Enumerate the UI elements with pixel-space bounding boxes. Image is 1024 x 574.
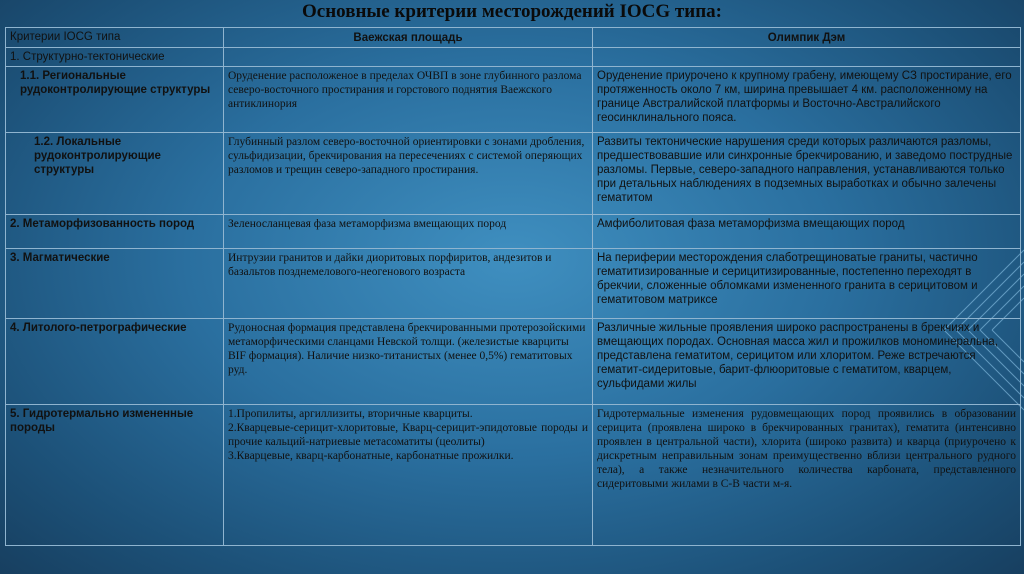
header-vaezh: Ваежская площадь: [224, 28, 593, 48]
table-row: [6, 319, 1021, 405]
criterion-magmatic: 3. Магматические: [6, 249, 224, 319]
list-item: 2.Кварцевые-серицит-хлоритовые, Кварц-серицит-эпидотовые породы и прочие кальций-натриевые метасоматиты (цеолиты): [228, 422, 588, 448]
header-criteria: Критерии IOCG типа: [6, 28, 224, 48]
table-row: [6, 405, 1021, 546]
olympic-litho: Различные жильные проявления широко распространены в брекчиях и вмещающих породах. Основная масса жил и прожилков мономинеральна, представлена гематитом, серицитом или хлоритом. Реже встречаются гематит-сидеритовые, барит-флюоритовые с гематитом, кварцем, сульфидами жилы: [593, 319, 1021, 405]
vaezh-local: Глубинный разлом северо-восточной ориентировки с зонами дробления, сульфидизации, брекчирования на пересечениях с системой оперяющих разломов и трещин северо-западного простирания.: [224, 133, 593, 215]
list-item: 1.Пропилиты, аргиллизиты, вторичные кварциты.: [228, 408, 473, 420]
list-item: 3.Кварцевые, кварц-карбонатные, карбонатные прожилки.: [228, 450, 514, 462]
section-structural-label: 1. Структурно-тектонические: [6, 48, 224, 67]
criterion-litho: 4. Литолого-петрографические: [6, 319, 224, 405]
table-header-row: [6, 28, 1021, 48]
olympic-hydro: Гидротермальные изменения рудовмещающих пород проявились в образовании серицита (проявлена широко в брекчированных гранитах), гематита (интенсивно проявлен в центральной части), хлорита (широко развита) и кварца (приурочено к дискретным неправильным зонам преимущественно вблизи центрального рудного тела), а также незначительного количества карбоната, представленного сидеритовыми жилами в С-В части м-я.: [593, 405, 1021, 546]
olympic-magmatic: На периферии месторождения слаботрещиноватые граниты, частично гематитизированные и серицитизированные, постепенно переходят в брекчии, сложенные обломками измененного гранита в серицитовом и гематитовом матриксе: [593, 249, 1021, 319]
olympic-metamorph: Амфиболитовая фаза метаморфизма вмещающих пород: [593, 215, 1021, 249]
olympic-regional: Оруденение приурочено к крупному грабену, имеющему СЗ простирание, его протяженность около 7 км, ширина превышает 4 км. расположенному на границе Австралийской платформы и Восточно-Австралийского геосинклинального пояса.: [593, 67, 1021, 133]
criterion-regional: 1.1. Региональные рудоконтролирующие структуры: [6, 67, 224, 133]
vaezh-litho: Рудоносная формация представлена брекчированными протерозойскими метаморфическими сланцами Невской толщи. (железистые кварциты BIF формация). Наличие низко-титанистых (менее 0,5%) гематитовых руд.: [224, 319, 593, 405]
page-title: Основные критерии месторождений IOCG типа:: [302, 1, 722, 22]
table-row: [6, 48, 1021, 67]
table-row: [6, 215, 1021, 249]
empty-cell: [593, 48, 1021, 67]
vaezh-metamorph: Зеленосланцевая фаза метаморфизма вмещающих пород: [224, 215, 593, 249]
criterion-hydro: 5. Гидротермально измененные породы: [6, 405, 224, 546]
criterion-local: 1.2. Локальные рудоконтролирующие структуры: [6, 133, 224, 215]
criterion-metamorph: 2. Метаморфизованность пород: [6, 215, 224, 249]
criteria-table: [5, 27, 1021, 546]
table-row: [6, 249, 1021, 319]
header-olympic: Олимпик Дэм: [593, 28, 1021, 48]
table-row: [6, 133, 1021, 215]
empty-cell: [224, 48, 593, 67]
vaezh-magmatic: Интрузии гранитов и дайки диоритовых порфиритов, андезитов и базальтов позднемелового-неогенового возраста: [224, 249, 593, 319]
vaezh-hydro: [224, 405, 593, 546]
olympic-local: Развиты тектонические нарушения среди которых различаются разломы, предшествовавшие или синхронные брекчированию, и заведомо пострудные разломы. Первые, северо-западного направления, устанавливаются только при детальных наблюдениях в подземных выработках и обычно залечены гематитом: [593, 133, 1021, 215]
vaezh-regional: Оруденение расположеное в пределах ОЧВП в зоне глубинного разлома северо-восточного простирания и горстового поднятия Ваежского антиклинория: [224, 67, 593, 133]
table-row: [6, 67, 1021, 133]
